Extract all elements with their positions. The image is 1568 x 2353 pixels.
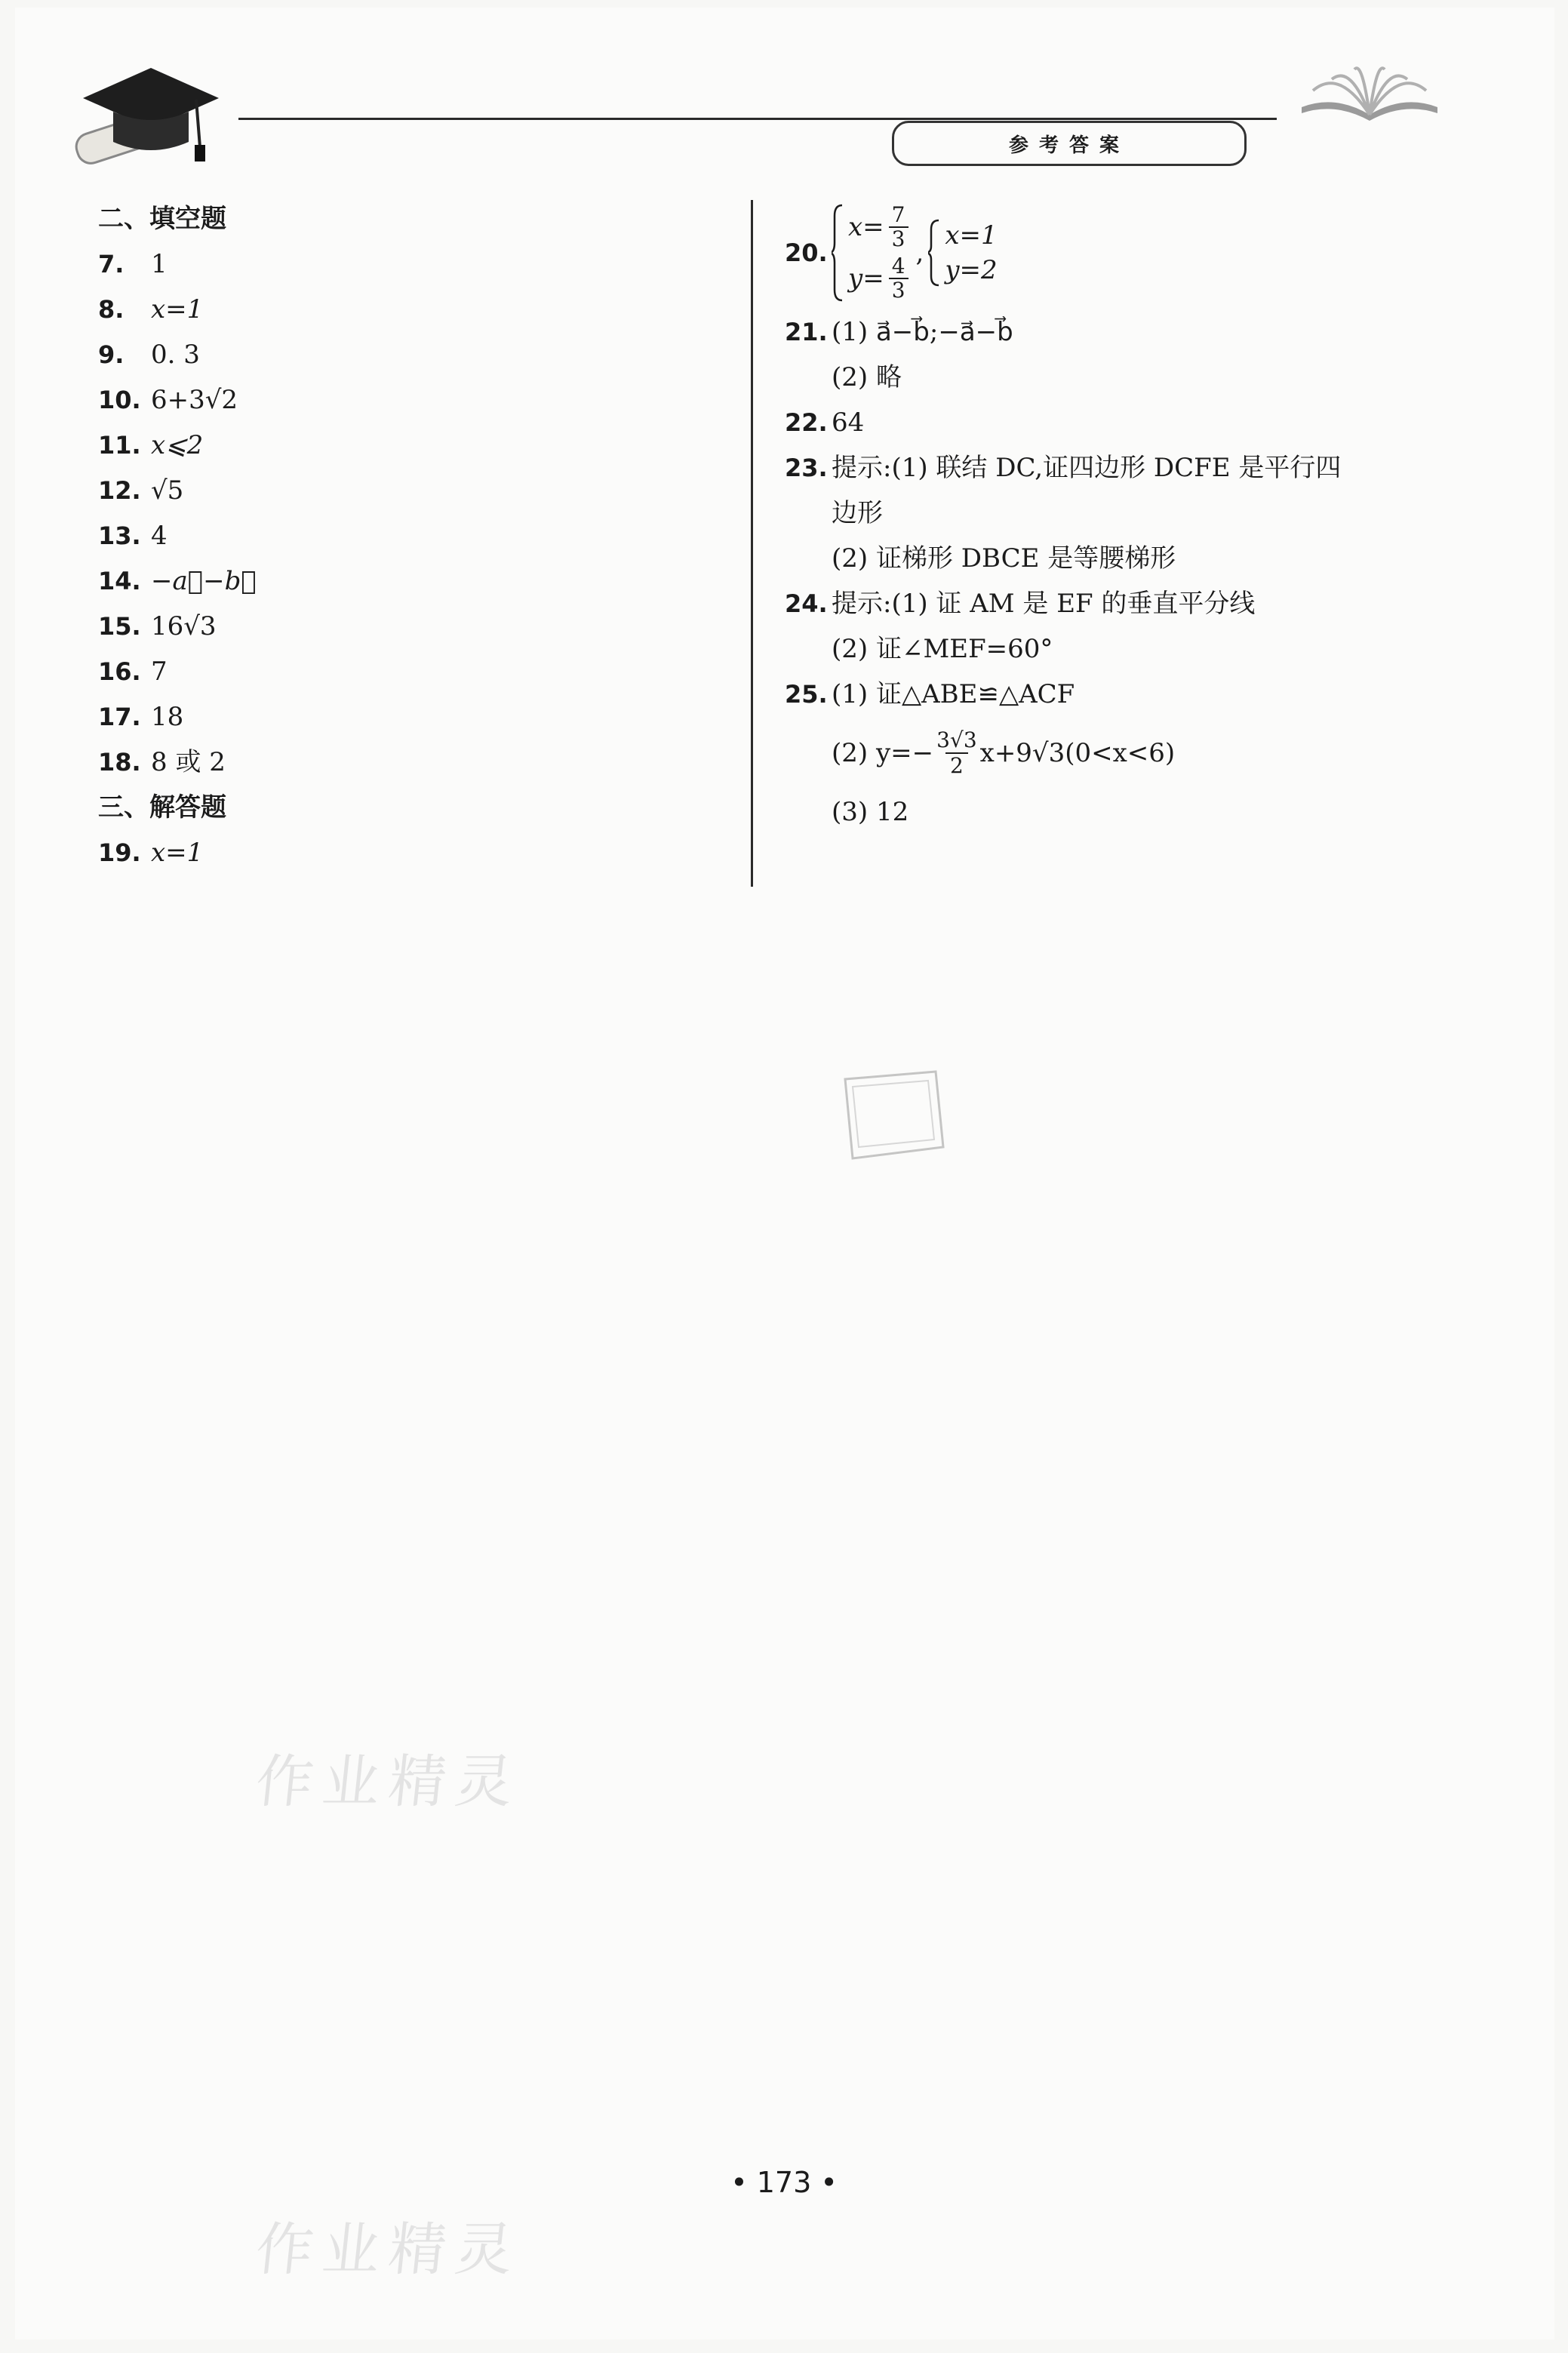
- answer-item: [98, 332, 739, 377]
- denominator: 3: [889, 226, 909, 251]
- answer-text: (2) y=−: [832, 738, 934, 768]
- answer-text: 4: [151, 521, 168, 551]
- answer-text: 提示:(1) 联结 DC,证四边形 DCFE 是平行四: [832, 453, 1342, 483]
- question-number: 25.: [785, 680, 828, 709]
- answer-item: [98, 423, 739, 468]
- question-number: 18.: [98, 748, 141, 777]
- fraction: [936, 728, 976, 778]
- answer-item: [98, 558, 739, 604]
- equation-x: [848, 204, 909, 251]
- question-number: 12.: [98, 476, 141, 505]
- numerator: 7: [891, 202, 905, 227]
- question-number: 19.: [98, 838, 141, 867]
- equation-y: [848, 255, 909, 302]
- answer-text: (2) 略: [832, 362, 902, 392]
- right-column: [785, 196, 1464, 835]
- answer-text: 边形: [832, 498, 883, 528]
- answer-text: 0. 3: [151, 340, 200, 370]
- question-number: 16.: [98, 657, 141, 686]
- answer-text: x+9√3(0<x<6): [979, 738, 1176, 768]
- answer-subpart: [785, 789, 1464, 835]
- answer-subpart: [785, 717, 1464, 789]
- answer-continuation: [785, 491, 1464, 536]
- answer-text: (2) 证梯形 DBCE 是等腰梯形: [832, 543, 1176, 574]
- header-rule: [238, 118, 1277, 120]
- denominator: 3: [889, 278, 909, 302]
- watermark-text: 作业精灵: [252, 2216, 526, 2283]
- question-number: 21.: [785, 318, 828, 346]
- question-number: 10.: [98, 386, 141, 414]
- left-column: [98, 196, 739, 875]
- question-number: 20.: [785, 238, 828, 267]
- answer-text: 提示:(1) 证 AM 是 EF 的垂直平分线: [832, 589, 1256, 619]
- denominator: 2: [945, 752, 968, 778]
- answer-item-20: [785, 196, 1464, 309]
- question-number: 13.: [98, 521, 141, 550]
- page-number: • 173 •: [730, 2166, 838, 2199]
- equation-lhs: y=: [848, 263, 884, 294]
- answer-text: x⩽2: [151, 430, 204, 460]
- answer-subpart: [785, 536, 1464, 581]
- answer-text: (3) 12: [832, 797, 909, 827]
- answer-text: 8 或 2: [151, 747, 226, 777]
- answer-text: 1: [151, 249, 168, 279]
- section-heading-solve: 三、解答题: [98, 792, 226, 823]
- answer-item-23: [785, 445, 1464, 491]
- answer-text: √5: [151, 475, 184, 506]
- graduation-cap-icon: [60, 53, 226, 181]
- answer-item: [98, 241, 739, 287]
- answer-text: x=1: [151, 294, 204, 324]
- answer-item: [98, 649, 739, 694]
- answer-text: x=1: [151, 838, 204, 868]
- system-2: [945, 220, 997, 285]
- fraction: [889, 255, 909, 302]
- question-number: 8.: [98, 295, 125, 324]
- equation-lhs: x=: [848, 212, 884, 242]
- separator: ,: [915, 238, 924, 268]
- left-brace-icon: [928, 219, 940, 287]
- answer-text: 16√3: [151, 611, 217, 641]
- answer-text: (2) 证∠MEF=60°: [832, 634, 1053, 664]
- left-brace-icon: [832, 204, 844, 302]
- answer-item: [98, 740, 739, 785]
- question-number: 22.: [785, 408, 828, 437]
- answer-item: [98, 377, 739, 423]
- answer-item: [98, 513, 739, 558]
- answer-subpart: [785, 355, 1464, 400]
- question-number: 11.: [98, 431, 141, 460]
- answer-text: 7: [151, 657, 168, 687]
- answer-item: [98, 694, 739, 740]
- watermark-text: 作业精灵: [252, 1748, 526, 1815]
- answer-item: [98, 604, 739, 649]
- answer-text: 18: [151, 702, 184, 732]
- answer-item: [98, 468, 739, 513]
- answer-item-22: [785, 400, 1464, 445]
- system-1: [848, 204, 909, 302]
- stamp-logo-icon: [830, 1057, 951, 1170]
- answer-text: 6+3√2: [151, 385, 238, 415]
- answer-text: 64: [832, 408, 865, 438]
- numerator: 3√3: [936, 727, 977, 752]
- equation-x: x=1: [945, 220, 998, 251]
- section-tag: 参考答案: [892, 121, 1247, 166]
- fraction: [889, 204, 909, 251]
- question-number: 24.: [785, 589, 828, 618]
- question-number: 15.: [98, 612, 141, 641]
- equation-y: y=2: [945, 255, 998, 285]
- question-number: 7.: [98, 250, 125, 278]
- answer-text: (1) a⃗−b⃗;−a⃗−b⃗: [832, 317, 1013, 347]
- question-number: 14.: [98, 567, 141, 595]
- answer-subpart: [785, 626, 1464, 672]
- answer-item: [98, 830, 739, 875]
- answer-item: [98, 287, 739, 332]
- answer-item-24: [785, 581, 1464, 626]
- question-number: 23.: [785, 454, 828, 482]
- answer-text: −a⃗−b⃗: [151, 566, 257, 596]
- open-book-icon: [1298, 60, 1441, 128]
- question-number: 9.: [98, 340, 125, 369]
- section-heading-fill-blank: 二、填空题: [98, 204, 226, 234]
- question-number: 17.: [98, 703, 141, 731]
- column-divider: [751, 200, 753, 887]
- answer-text: (1) 证△ABE≌△ACF: [832, 679, 1075, 709]
- answer-item-25: [785, 672, 1464, 717]
- answer-item-21: [785, 309, 1464, 355]
- numerator: 4: [891, 254, 905, 278]
